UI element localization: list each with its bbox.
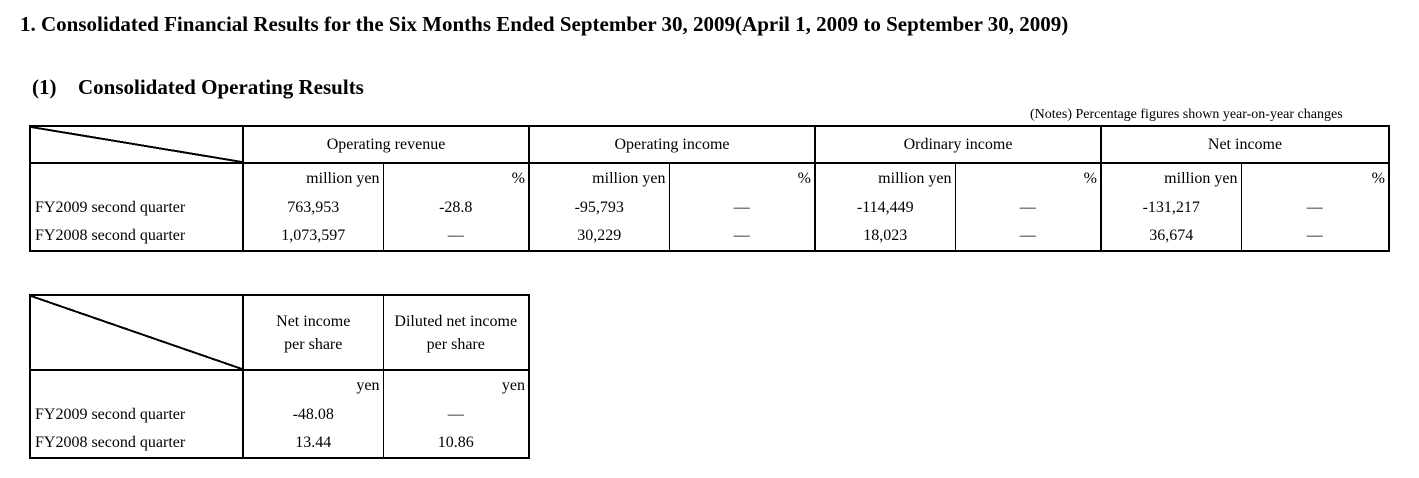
- unit-percent: %: [1241, 163, 1389, 193]
- per-share-table: [29, 294, 530, 459]
- document-title: 1. Consolidated Financial Results for the Six Months Ended September 30, 2009(April 1, 2009 to September 30, 2009): [20, 12, 1069, 36]
- cell-value: 30,229: [529, 222, 669, 251]
- unit-percent: %: [383, 163, 529, 193]
- row-label: FY2009 second quarter: [30, 400, 243, 429]
- unit-yen: yen: [243, 370, 383, 400]
- cell-percent: —: [955, 193, 1101, 222]
- corner-diagonal-cell: [30, 295, 243, 370]
- section-heading: [32, 75, 364, 100]
- header-diluted-net-income-per-share: [383, 295, 529, 370]
- header-line: Net income: [276, 312, 351, 330]
- cell-percent: —: [1241, 222, 1389, 251]
- cell-value: 10.86: [383, 429, 529, 458]
- row-label: FY2009 second quarter: [30, 193, 243, 222]
- section-number: (1): [32, 75, 57, 99]
- section-title: Consolidated Operating Results: [78, 75, 364, 99]
- unit-row-label: [30, 163, 243, 193]
- cell-value: —: [383, 400, 529, 429]
- cell-percent: —: [669, 222, 815, 251]
- cell-value: 18,023: [815, 222, 955, 251]
- header-line: Diluted net income: [394, 312, 518, 330]
- cell-percent: —: [1241, 193, 1389, 222]
- cell-percent: -28.8: [383, 193, 529, 222]
- unit-million-yen: million yen: [529, 163, 669, 193]
- table-row: [30, 222, 1389, 251]
- cell-value: 13.44: [243, 429, 383, 458]
- cell-percent: —: [383, 222, 529, 251]
- header-net-income-per-share: [243, 295, 383, 370]
- table-row: [30, 429, 529, 458]
- unit-percent: %: [955, 163, 1101, 193]
- cell-value: 763,953: [243, 193, 383, 222]
- header-operating-income: Operating income: [529, 126, 815, 163]
- cell-value: -48.08: [243, 400, 383, 429]
- unit-row-label: [30, 370, 243, 400]
- unit-million-yen: million yen: [815, 163, 955, 193]
- header-line: per share: [426, 335, 485, 353]
- header-operating-revenue: Operating revenue: [243, 126, 529, 163]
- cell-value: -114,449: [815, 193, 955, 222]
- header-line: per share: [284, 335, 343, 353]
- unit-million-yen: million yen: [243, 163, 383, 193]
- table-row: [30, 400, 529, 429]
- header-net-income: Net income: [1101, 126, 1389, 163]
- cell-percent: —: [669, 193, 815, 222]
- percentage-note: (Notes) Percentage figures shown year-on-year changes: [1030, 107, 1343, 122]
- cell-percent: —: [955, 222, 1101, 251]
- unit-million-yen: million yen: [1101, 163, 1241, 193]
- cell-value: -131,217: [1101, 193, 1241, 222]
- corner-diagonal-cell: [30, 126, 243, 163]
- cell-value: 1,073,597: [243, 222, 383, 251]
- operating-results-table: [29, 125, 1390, 252]
- cell-value: -95,793: [529, 193, 669, 222]
- unit-percent: %: [669, 163, 815, 193]
- cell-value: 36,674: [1101, 222, 1241, 251]
- table-row: [30, 193, 1389, 222]
- row-label: FY2008 second quarter: [30, 429, 243, 458]
- unit-yen: yen: [383, 370, 529, 400]
- header-ordinary-income: Ordinary income: [815, 126, 1101, 163]
- row-label: FY2008 second quarter: [30, 222, 243, 251]
